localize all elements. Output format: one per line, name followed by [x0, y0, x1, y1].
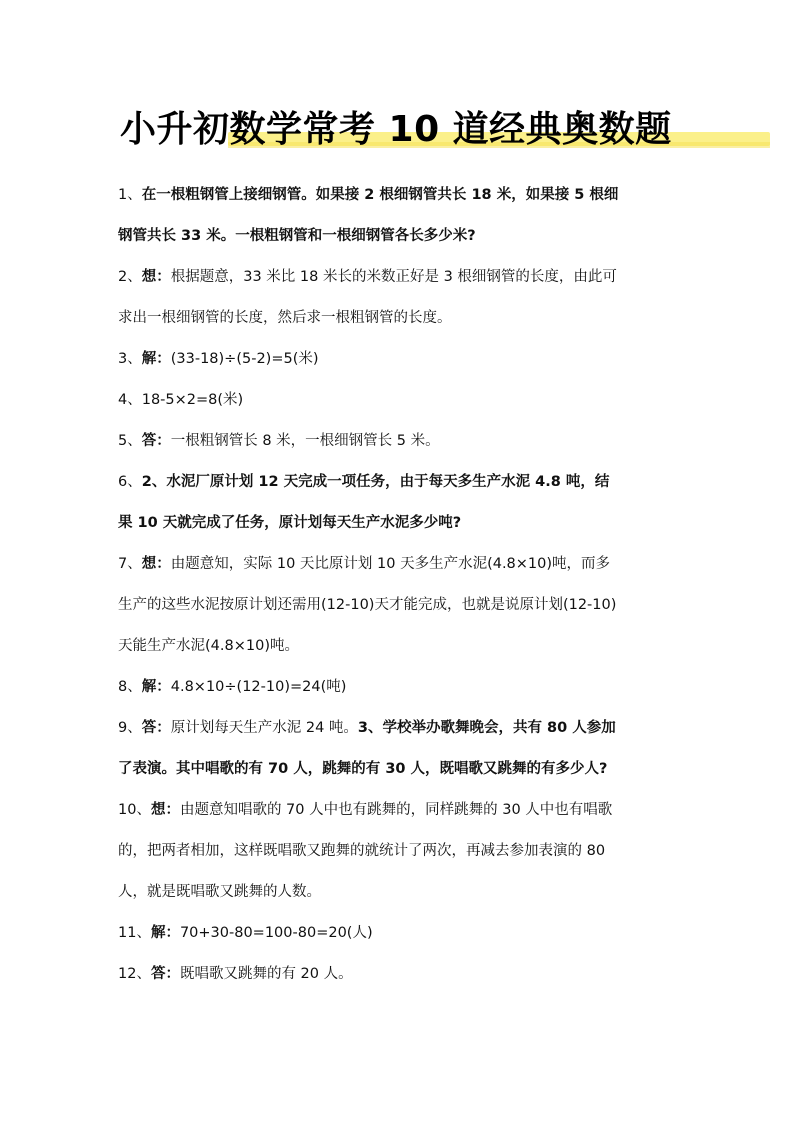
text-segment: 由题意知唱歌的 70 人中也有跳舞的，同样跳舞的 30 人中也有唱歌 [179, 802, 613, 818]
text-line [118, 913, 683, 954]
text-line [118, 872, 683, 913]
text-line [118, 954, 683, 995]
list-item [118, 380, 683, 421]
text-segment: 4、18-5×2=8(米) [118, 392, 244, 408]
bold-text-segment: 钢管共长 33 米。一根粗钢管和一根细钢管各长多少米? [118, 228, 476, 244]
text-line [118, 257, 683, 298]
text-line [118, 790, 683, 831]
list-item [118, 544, 683, 667]
text-segment: 6、 [118, 474, 142, 490]
title-block [120, 104, 672, 156]
text-line [118, 339, 683, 380]
bold-text-segment: 答： [141, 433, 171, 449]
list-item [118, 339, 683, 380]
list-item [118, 421, 683, 462]
bold-text-segment: 了表演。其中唱歌的有 70 人，跳舞的有 30 人，既唱歌又跳舞的有多少人? [118, 761, 608, 777]
text-line [118, 831, 683, 872]
bold-text-segment: 想： [141, 269, 171, 285]
bold-text-segment: 答： [141, 720, 171, 736]
text-line [118, 626, 683, 667]
document-body [118, 175, 683, 995]
bold-text-segment: 想： [141, 556, 171, 572]
text-segment: 12、 [118, 966, 151, 982]
text-segment: 10、 [118, 802, 151, 818]
text-segment: 1、 [118, 187, 142, 203]
bold-text-segment: 解： [141, 679, 171, 695]
text-segment: 的，把两者相加，这样既唱歌又跑舞的就统计了两次，再减去参加表演的 80 [118, 843, 606, 859]
text-segment: 5、 [118, 433, 142, 449]
list-item [118, 257, 683, 339]
list-item [118, 667, 683, 708]
text-segment: 原计划每天生产水泥 24 吨。 [170, 720, 358, 736]
text-segment: 既唱歌又跳舞的有 20 人。 [179, 966, 353, 982]
text-segment: (33-18)÷(5-2)=5(米) [170, 351, 319, 367]
text-segment: 根据题意，33 米比 18 米长的米数正好是 3 根细钢管的长度，由此可 [170, 269, 617, 285]
text-line [118, 421, 683, 462]
bold-text-segment: 解： [141, 351, 171, 367]
text-segment: 4.8×10÷(12-10)=24(吨) [170, 679, 347, 695]
text-segment: 求出一根细钢管的长度，然后求一根粗钢管的长度。 [118, 310, 452, 326]
text-segment: 8、 [118, 679, 142, 695]
text-segment: 由题意知，实际 10 天比原计划 10 天多生产水泥(4.8×10)吨，而多 [170, 556, 611, 572]
bold-text-segment: 想： [150, 802, 180, 818]
list-item [118, 913, 683, 954]
text-segment: 天能生产水泥(4.8×10)吨。 [118, 638, 299, 654]
list-item [118, 790, 683, 913]
bold-text-segment: 3、学校举办歌舞晚会，共有 80 人参加 [357, 720, 616, 736]
text-segment: 3、 [118, 351, 142, 367]
text-line [118, 298, 683, 339]
bold-text-segment: 果 10 天就完成了任务，原计划每天生产水泥多少吨? [118, 515, 462, 531]
text-segment: 7、 [118, 556, 142, 572]
text-line [118, 749, 683, 790]
page-title: 小升初数学常考 10 道经典奥数题 [120, 109, 672, 150]
list-item [118, 462, 683, 544]
text-line [118, 667, 683, 708]
list-item [118, 175, 683, 257]
text-line [118, 380, 683, 421]
text-line [118, 585, 683, 626]
text-line [118, 462, 683, 503]
bold-text-segment: 2、水泥厂原计划 12 天完成一项任务，由于每天多生产水泥 4.8 吨，结 [141, 474, 610, 490]
text-segment: 一根粗钢管长 8 米，一根细钢管长 5 米。 [170, 433, 440, 449]
bold-text-segment: 答： [150, 966, 180, 982]
text-segment: 2、 [118, 269, 142, 285]
text-segment: 人，就是既唱歌又跳舞的人数。 [118, 884, 321, 900]
text-segment: 9、 [118, 720, 142, 736]
list-item [118, 708, 683, 790]
text-line [118, 175, 683, 216]
list-item [118, 954, 683, 995]
text-line [118, 216, 683, 257]
bold-text-segment: 在一根粗钢管上接细钢管。如果接 2 根细钢管共长 18 米，如果接 5 根细 [141, 187, 619, 203]
text-line [118, 708, 683, 749]
bold-text-segment: 解： [150, 925, 180, 941]
text-segment: 70+30-80=100-80=20(人) [179, 925, 373, 941]
text-segment: 生产的这些水泥按原计划还需用(12-10)天才能完成，也就是说原计划(12-10) [118, 597, 617, 613]
text-segment: 11、 [118, 925, 151, 941]
text-line [118, 503, 683, 544]
text-line [118, 544, 683, 585]
